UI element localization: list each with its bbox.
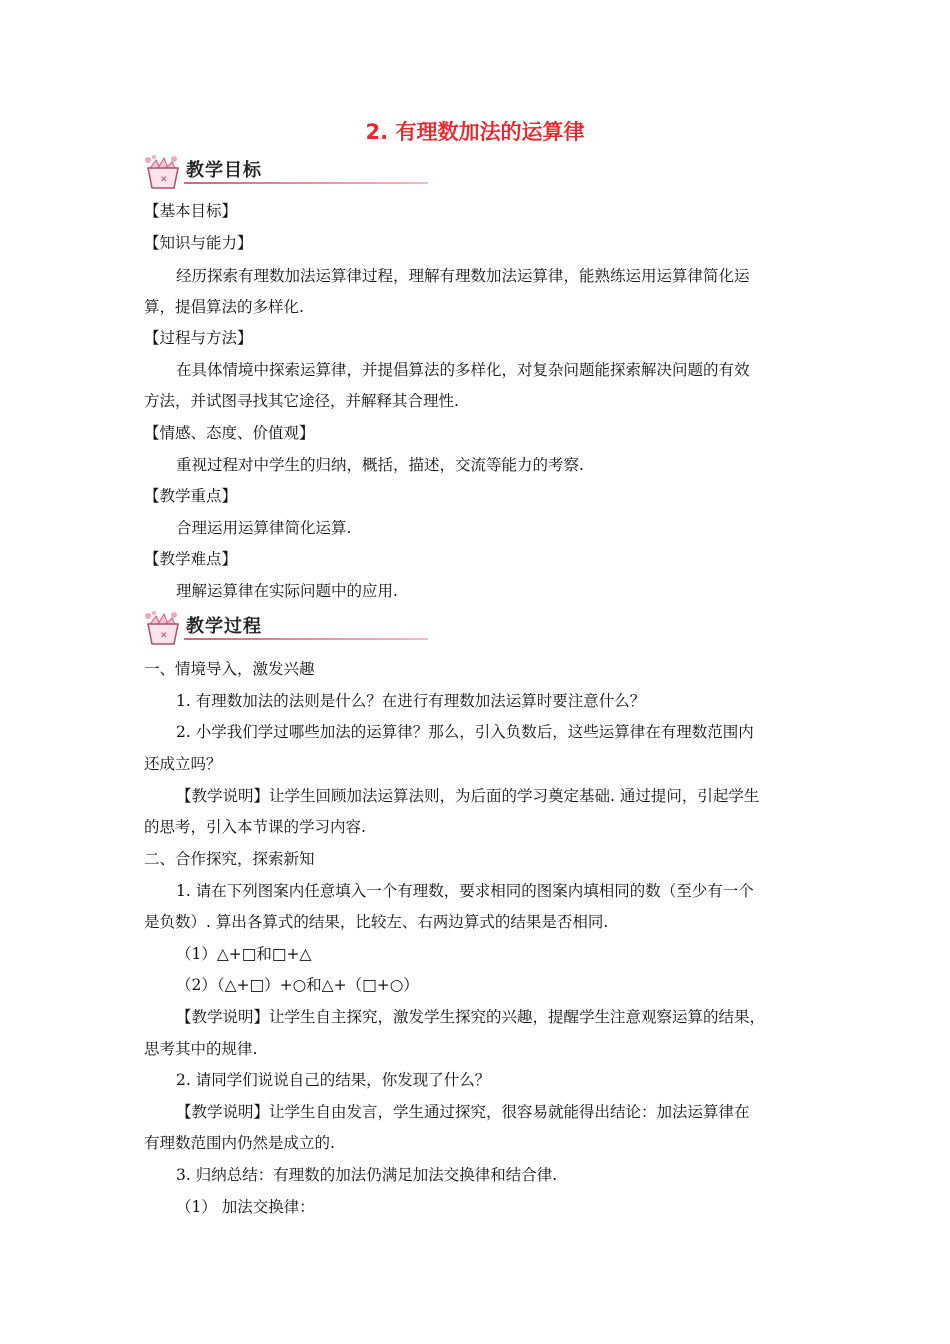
part-heading: 一、情境导入，激发兴趣 xyxy=(144,660,315,678)
method-label: 【过程与方法】 xyxy=(144,329,253,347)
list-item: （1）△+□和□+△ xyxy=(176,945,312,963)
section-underline xyxy=(184,638,428,640)
svg-text:✕: ✕ xyxy=(160,175,168,185)
paragraph-line: 是负数）. 算出各算式的结果，比较左、右两边算式的结果是否相同. xyxy=(144,913,609,931)
paragraph-line: 理解运算律在实际问题中的应用. xyxy=(176,582,398,600)
paragraph-line: 的思考，引入本节课的学习内容. xyxy=(144,818,366,836)
flower-basket-icon xyxy=(140,610,186,648)
teaching-note: 【教学说明】让学生自主探究，激发学生探究的兴趣，提醒学生注意观察运算的结果， xyxy=(176,1008,766,1026)
paragraph-line: 经历探索有理数加法运算律过程，理解有理数加法运算律，能熟练运用运算律简化运 xyxy=(176,267,750,285)
teaching-note: 【教学说明】让学生回顾加法运算法则，为后面的学习奠定基础. 通过提问，引起学生 xyxy=(176,787,760,805)
paragraph-line: 有理数范围内仍然是成立的. xyxy=(144,1134,335,1152)
paragraph-line: 1. 有理数加法的法则是什么？在进行有理数加法运算时要注意什么？ xyxy=(176,692,646,710)
paragraph-line: 方法，并试图寻找其它途径，并解释其合理性. xyxy=(144,392,459,410)
list-item: （2）（△+□）+○和△+（□+○） xyxy=(176,976,419,994)
paragraph-line: 思考其中的规律. xyxy=(144,1040,258,1058)
paragraph-line: 3. 归纳总结：有理数的加法仍满足加法交换律和结合律. xyxy=(176,1166,558,1184)
svg-text:✕: ✕ xyxy=(160,631,168,641)
emotion-label: 【情感、态度、价值观】 xyxy=(144,424,315,442)
section-header-objectives xyxy=(140,154,300,194)
paragraph-line: 还成立吗？ xyxy=(144,755,222,773)
flower-basket-icon xyxy=(140,154,186,192)
section-underline xyxy=(184,182,428,184)
section-title: 教学过程 xyxy=(186,616,262,637)
paragraph-line: 在具体情境中探索运算律，并提倡算法的多样化，对复杂问题能探索解决问题的有效 xyxy=(176,361,750,379)
paragraph-line: 2. 小学我们学过哪些加法的运算律？那么，引入负数后，这些运算律在有理数范围内 xyxy=(176,723,754,741)
list-item: （1） 加法交换律： xyxy=(176,1198,315,1216)
basic-goal-label: 【基本目标】 xyxy=(144,202,238,220)
part-heading: 二、合作探究，探索新知 xyxy=(144,850,315,868)
section-header-process xyxy=(140,610,300,650)
knowledge-label: 【知识与能力】 xyxy=(144,234,253,252)
key-point-label: 【教学重点】 xyxy=(144,487,238,505)
paragraph-line: 重视过程对中学生的归纳，概括，描述，交流等能力的考察. xyxy=(176,456,584,474)
page-title: 2. 有理数加法的运算律 xyxy=(365,120,585,144)
paragraph-line: 1. 请在下列图案内任意填入一个有理数，要求相同的图案内填相同的数（至少有一个 xyxy=(176,882,754,900)
difficulty-label: 【教学难点】 xyxy=(144,550,238,568)
teaching-note: 【教学说明】让学生自由发言，学生通过探究，很容易就能得出结论：加法运算律在 xyxy=(176,1103,750,1121)
paragraph-line: 2. 请同学们说说自己的结果，你发现了什么？ xyxy=(176,1071,491,1089)
paragraph-line: 合理运用运算律简化运算. xyxy=(176,519,352,537)
paragraph-line: 算，提倡算法的多样化. xyxy=(144,298,304,316)
section-title: 教学目标 xyxy=(186,160,262,181)
